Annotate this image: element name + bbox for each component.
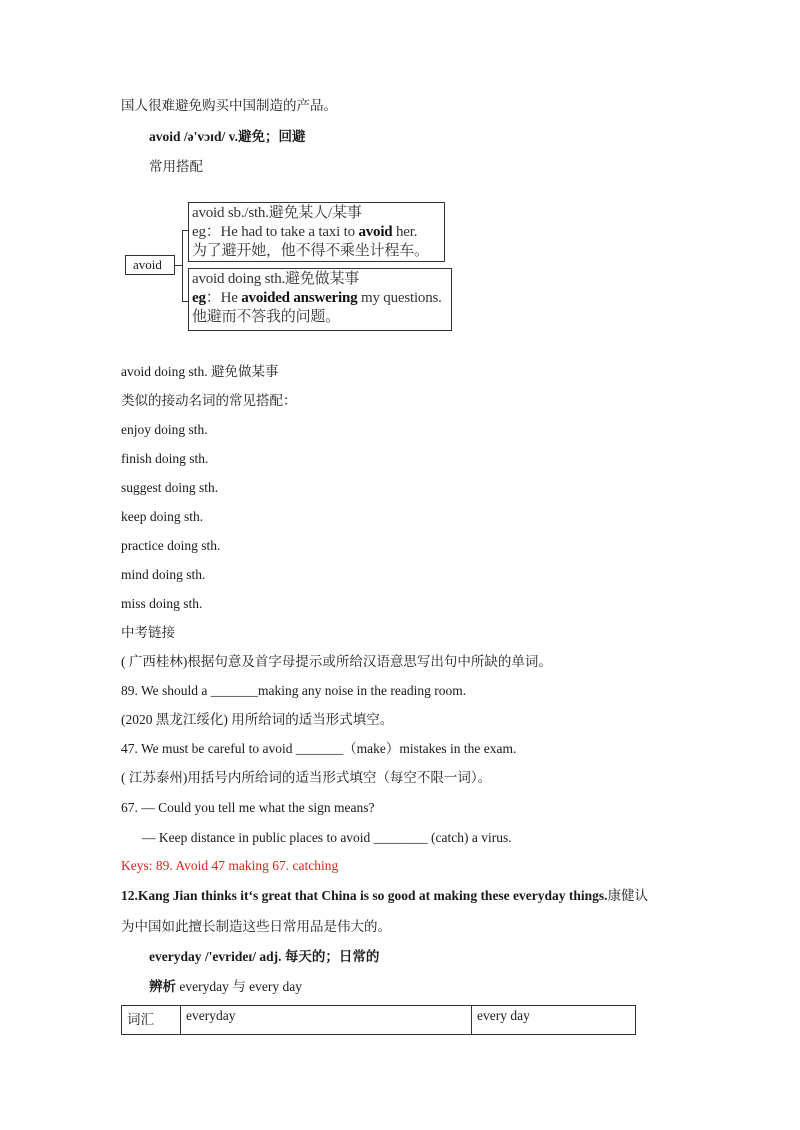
box2-line3: 他避而不答我的问题。: [192, 309, 341, 325]
diagram-box-avoid-doing: [188, 268, 452, 331]
diagram-root-word: avoid: [125, 255, 175, 275]
table-header-cell: everyday: [181, 1006, 472, 1035]
box2-line2-bold: avoided answering: [241, 290, 358, 306]
gerund-item: miss doing sth.: [121, 596, 203, 611]
q1-source: ( 广西桂林)根据句意及首字母提示或所给汉语意思写出句中所缺的单词。: [121, 654, 552, 669]
box1-line2-bold: avoid: [358, 224, 393, 240]
exam-link-heading: 中考链接: [121, 625, 175, 640]
heading-avoid: avoid /ə'vɔɪd/ v.避免；回避: [149, 129, 306, 144]
sentence-12-cn-part1: 康健认: [607, 888, 649, 903]
box2-line1: avoid doing sth.避免做某事: [192, 271, 360, 287]
box1-line3: 为了避开她，他不得不乘坐计程车。: [192, 243, 429, 259]
common-collocations-label: 常用搭配: [149, 159, 203, 174]
gerund-item: enjoy doing sth.: [121, 422, 208, 437]
box2-line2: [192, 289, 448, 308]
box2-line2-suffix: my questions.: [357, 290, 442, 306]
intro-line: 国人很难避免购买中国制造的产品。: [121, 98, 337, 113]
table-row: [122, 1006, 636, 1035]
q3-line1: 67. — Could you tell me what the sign means?: [121, 800, 375, 815]
gerund-item: suggest doing sth.: [121, 480, 219, 495]
diagram-box-avoid-sb: [188, 202, 445, 262]
box1-line2: [192, 223, 441, 242]
q3-source: ( 江苏泰州)用括号内所给词的适当形式填空（每空不限一词）。: [121, 770, 492, 785]
answer-keys: Keys: 89. Avoid 47 making 67. catching: [121, 858, 339, 873]
box1-line2-suffix: her.: [392, 224, 418, 240]
q2-source: (2020 黑龙江绥化) 用所给词的适当形式填空。: [121, 712, 394, 727]
distinguish-text: everyday 与 every day: [176, 979, 302, 994]
box2-line2-mid: ：He: [205, 290, 242, 306]
q1-text: 89. We should a _______making any noise in the reading room.: [121, 683, 467, 698]
box1-line2-prefix: eg：He had to take a taxi to: [192, 224, 359, 240]
q2-text: 47. We must be careful to avoid _______（make）mistakes in the exam.: [121, 741, 517, 756]
sentence-12: [121, 887, 648, 905]
box1-line1: avoid sb./sth.避免某人/某事: [192, 205, 362, 221]
sentence-12-english: 12.Kang Jian thinks it‘s great that China is so good at making these everyday things.: [121, 888, 608, 903]
comparison-table: [121, 1005, 636, 1035]
similar-heading: 类似的接动名词的常见搭配：: [121, 393, 297, 408]
gerund-item: keep doing sth.: [121, 509, 204, 524]
box2-line2-label: eg: [192, 290, 206, 306]
q3-line2: — Keep distance in public places to avoid ________ (catch) a virus.: [142, 830, 512, 845]
distinguish-label: 辨析: [149, 979, 176, 994]
gerund-item: finish doing sth.: [121, 451, 209, 466]
gerund-item: practice doing sth.: [121, 538, 221, 553]
avoid-doing-line: avoid doing sth. 避免做某事: [121, 364, 279, 379]
table-header-cell: every day: [472, 1006, 636, 1035]
sentence-12-cn-part2: 为中国如此擅长制造这些日常用品是伟大的。: [121, 919, 391, 934]
distinguish-line: [149, 978, 302, 996]
diagram-connector: [175, 265, 182, 266]
heading-everyday: everyday /'evrideɪ/ adj. 每天的；日常的: [149, 949, 380, 964]
gerund-item: mind doing sth.: [121, 567, 206, 582]
table-header-cell: 词汇: [122, 1006, 181, 1035]
